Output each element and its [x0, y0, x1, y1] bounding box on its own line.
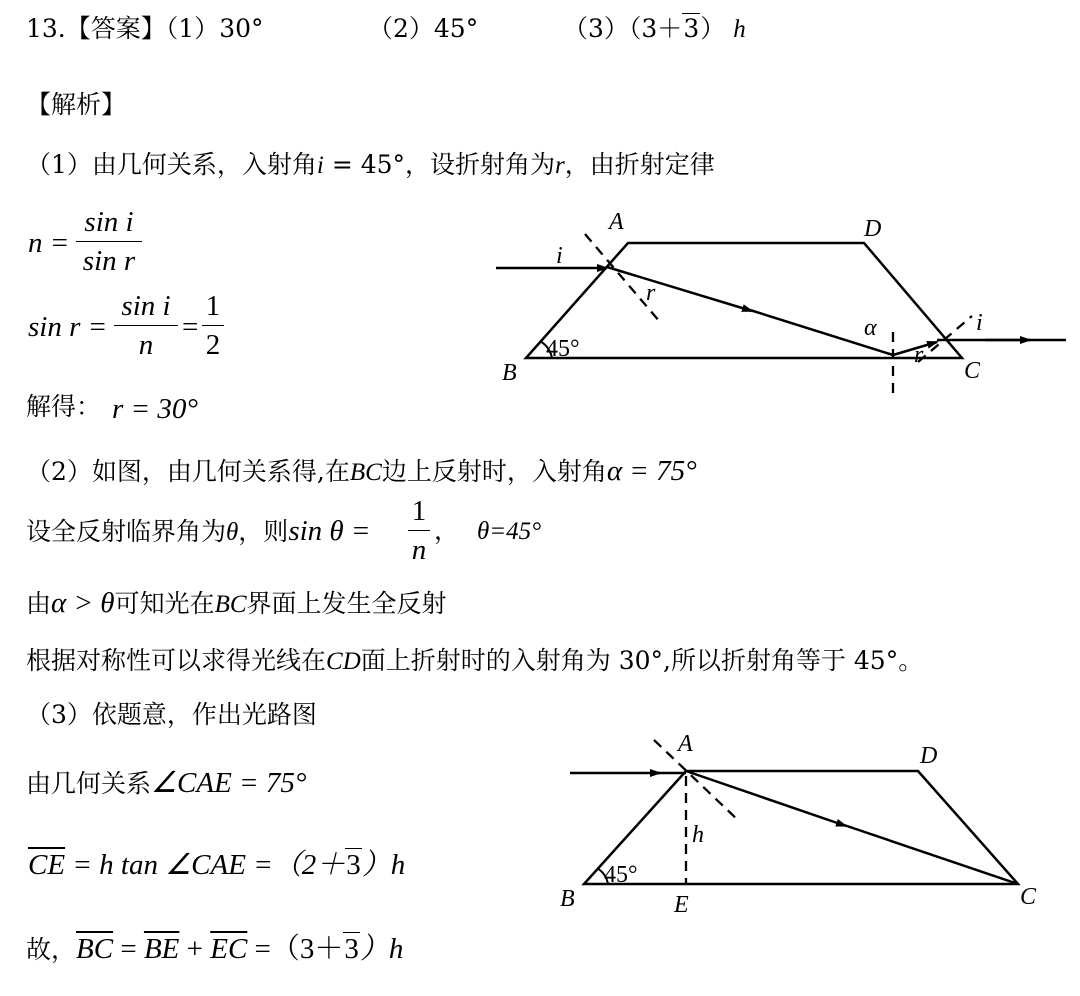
label-alpha: α: [864, 315, 877, 341]
answer-2-index: （2）: [368, 14, 434, 43]
label-r: r: [646, 280, 656, 306]
answer-3-h: h: [733, 16, 746, 43]
part1-text-c: ，由折射定律: [564, 150, 715, 179]
part2-line3-b: 可知光在: [114, 589, 215, 618]
theta-eq: θ=45°: [477, 518, 542, 545]
answer-3-open: （3＋: [628, 14, 683, 43]
sym-bc: BC: [349, 459, 382, 486]
trapezoid-outline: [526, 243, 962, 358]
frac-num-one: 1: [205, 290, 221, 322]
answer-label: 【答案】: [65, 14, 166, 43]
figure-1-trapezoid-prism: [526, 243, 962, 358]
label-r-right: r: [914, 342, 924, 368]
plus: +: [179, 933, 211, 965]
sym-i: i: [316, 152, 324, 179]
part3-line4-b: =（3＋: [247, 933, 344, 965]
angle-cae: ∠CAE = 75°: [151, 767, 307, 799]
label-45-2: 45°: [604, 862, 638, 888]
label-B: B: [502, 360, 517, 386]
label-A2: A: [678, 731, 693, 757]
label-i-right: i: [976, 310, 983, 336]
sym-cd: CD: [326, 648, 361, 675]
part2-line2-a: 设全反射临界角为: [26, 517, 227, 546]
part3-line3-c: ）h: [361, 849, 406, 881]
trapezoid-outline-2: [584, 771, 1018, 884]
frac-num-sin-i: sin i: [84, 206, 134, 238]
part2-line4-b: 面上折射时的入射角为 30°,所以折射角等于 45°。: [360, 646, 924, 675]
label-B2: B: [560, 886, 575, 912]
sqrt3: 3: [683, 14, 700, 43]
seg-ec: $\overline{EC}$: [210, 933, 248, 965]
result-value: r = 30°: [112, 393, 198, 425]
answer-3-index: （3）: [563, 14, 629, 43]
part2-line3-a: 由: [26, 589, 52, 618]
part2-text-a: （2）如图，由几何关系得,在: [26, 457, 350, 486]
part3-line3-b: = h tan ∠CAE =（2＋: [65, 849, 346, 881]
sqrt3: 3: [346, 849, 361, 881]
sin-r-equals: sin r =: [28, 311, 108, 343]
analysis-title: 【解析】: [26, 90, 127, 119]
part3-line2-a: 由几何关系: [26, 769, 152, 798]
eq-45: = 45°: [323, 150, 406, 179]
refracted-ray-fig2: [686, 771, 846, 826]
label-A: A: [609, 209, 624, 235]
label-C2: C: [1020, 884, 1037, 910]
label-C: C: [964, 358, 981, 384]
label-h: h: [692, 822, 704, 848]
part2-line4-a: 根据对称性可以求得光线在: [26, 646, 327, 675]
answer-3-close: ）: [700, 14, 726, 43]
comma: ，: [434, 516, 460, 545]
part3-line4-c: ）h: [359, 933, 404, 965]
seg-ce: $\overline{CE}$: [28, 849, 66, 881]
part1-text-a: （1）由几何关系，入射角: [26, 150, 317, 179]
frac-num-one: 1: [411, 495, 427, 527]
part3-line1: （3）依题意，作出光路图: [26, 700, 317, 729]
figure-2-dashed: [654, 740, 740, 884]
figure-2-trapezoid-prism: [584, 771, 1018, 884]
equals-sign: =: [182, 311, 199, 343]
frac-num: sin i: [121, 290, 171, 322]
sqrt3: 3: [344, 933, 359, 965]
part1-text-b: ，设折射角为: [405, 150, 556, 179]
figure-1-normals: [585, 234, 972, 394]
seg-bc: $\overline{BC}$: [76, 933, 114, 965]
refracted-ray: [607, 267, 752, 311]
frac-den: n: [138, 329, 154, 361]
therefore: 故，: [26, 935, 77, 964]
seg-be: $\overline{BE}$: [143, 933, 180, 965]
part2-text-b: 边上反射时，入射角: [381, 457, 607, 486]
frac-den-sin-r: sin r: [82, 245, 136, 277]
normal-ab-2: [654, 740, 740, 822]
sym-bc: BC: [214, 591, 247, 618]
answer-1-value: 30°: [219, 14, 264, 43]
frac-den-two: 2: [205, 329, 221, 361]
answer-1-index: （1）: [165, 14, 220, 43]
part2-line3-c: 界面上发生全反射: [246, 589, 447, 618]
n-equals: n =: [28, 227, 70, 259]
sym-theta: θ: [226, 519, 239, 546]
sin-theta: sin θ =: [288, 515, 371, 547]
label-45: 45°: [546, 336, 580, 362]
question-number: 13.: [26, 14, 66, 43]
eq: =: [113, 933, 144, 965]
alpha-gt-theta: α > θ: [51, 587, 115, 619]
sym-r: r: [555, 152, 565, 179]
label-D2: D: [920, 743, 938, 769]
answer-2-value: 45°: [433, 14, 479, 43]
label-i-left: i: [556, 243, 563, 269]
label-E: E: [674, 892, 689, 918]
label-D: D: [864, 216, 882, 242]
part2-line2-b: ，则: [238, 517, 289, 546]
result-label: 解得：: [26, 392, 102, 421]
frac-den-n: n: [411, 534, 427, 566]
alpha-eq: α = 75°: [606, 455, 697, 487]
